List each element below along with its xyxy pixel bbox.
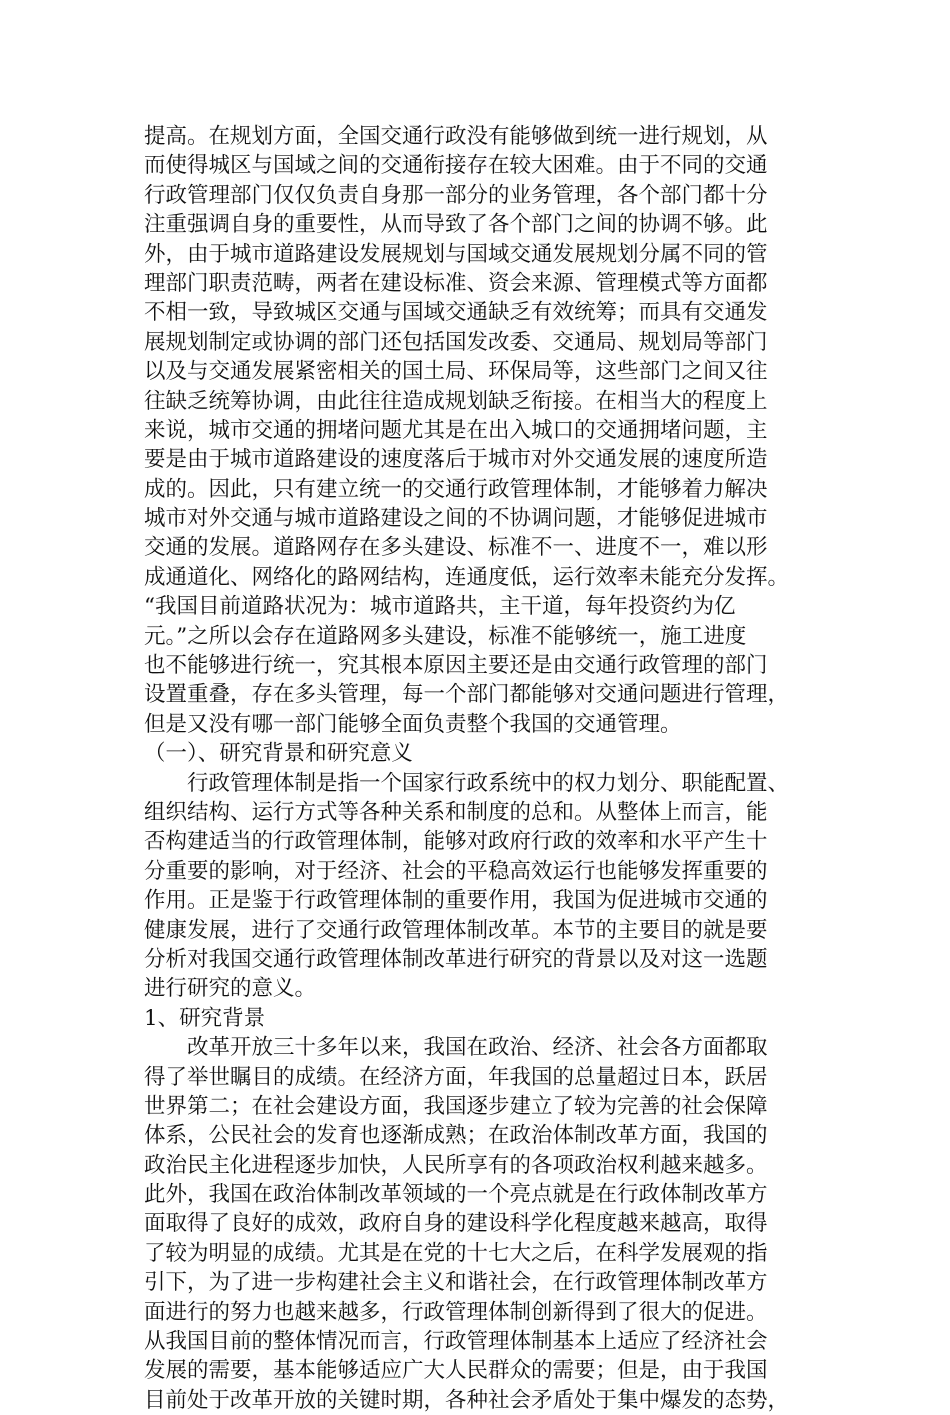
text-line: 进行研究的意义。 [144, 976, 317, 1002]
text-line: 目前处于改革开放的关键时期，各种社会矛盾处于集中爆发的态势， [144, 1387, 790, 1413]
text-line: 展规划制定或协调的部门还包括国发改委、交通局、规划局等部门 [144, 329, 768, 355]
text-line: 注重强调自身的重要性，从而导致了各个部门之间的协调不够。此 [144, 212, 768, 238]
text-line: 而使得城区与国域之间的交通衔接存在较大困难。由于不同的交通 [144, 153, 768, 179]
text-line: 了较为明显的成绩。尤其是在党的十七大之后，在科学发展观的指 [144, 1240, 768, 1266]
text-line: 来说，城市交通的拥堵问题尤其是在出入城口的交通拥堵问题，主 [144, 417, 768, 443]
text-line: 得了举世瞩目的成绩。在经济方面，年我国的总量超过日本，跃居 [144, 1064, 768, 1090]
text-line: 分重要的影响，对于经济、社会的平稳高效运行也能够发挥重要的 [144, 858, 768, 884]
text-line: 成通道化、网络化的路网结构，连通度低，运行效率未能充分发挥。 [144, 564, 790, 590]
text-line: （一）、研究背景和研究意义 [144, 741, 413, 767]
text-line: 要是由于城市道路建设的速度落后于城市对外交通发展的速度所造 [144, 447, 768, 473]
text-line: 以及与交通发展紧密相关的国土局、环保局等，这些部门之间又往 [144, 359, 768, 385]
text-line: 提高。在规划方面，全国交通行政没有能够做到统一进行规划，从 [144, 124, 768, 149]
text-line: 引下，为了进一步构建社会主义和谐社会，在行政管理体制改革方 [144, 1270, 768, 1296]
text-line: 从我国目前的整体情况而言，行政管理体制基本上适应了经济社会 [144, 1329, 768, 1355]
text-line: 也不能够进行统一，究其根本原因主要还是由交通行政管理的部门 [144, 653, 768, 679]
text-line: 行政管理体制是指一个国家行政系统中的权力划分、职能配置、 [187, 770, 790, 796]
text-line: 理部门职责范畴，两者在建设标准、资会来源、管理模式等方面都 [144, 270, 768, 296]
text-line: 政治民主化进程逐步加快，人民所享有的各项政治权利越来越多。 [144, 1152, 768, 1178]
text-line: 体系，公民社会的发育也逐渐成熟；在政治体制改革方面，我国的 [144, 1123, 768, 1149]
text-line: 分析对我国交通行政管理体制改革进行研究的背景以及对这一选题 [144, 946, 768, 972]
text-line: 行政管理部门仅仅负责自身那一部分的业务管理，各个部门都十分 [144, 182, 768, 208]
text-line: 设置重叠，存在多头管理，每一个部门都能够对交通问题进行管理， [144, 682, 790, 708]
text-line: 否构建适当的行政管理体制，能够对政府行政的效率和水平产生十 [144, 829, 768, 855]
text-line: 组织结构、运行方式等各种关系和制度的总和。从整体上而言，能 [144, 799, 768, 825]
text-line: 城市对外交通与城市道路建设之间的不协调问题，才能够促进城市 [144, 506, 768, 532]
text-line: 健康发展，进行了交通行政管理体制改革。本节的主要目的就是要 [144, 917, 768, 943]
text-line: 面进行的努力也越来越多，行政管理体制创新得到了很大的促进。 [144, 1299, 768, 1325]
text-line: 改革开放三十多年以来，我国在政治、经济、社会各方面都取 [187, 1035, 768, 1061]
text-line: “我国目前道路状况为：城市道路共，主干道，每年投资约为亿 [144, 594, 736, 620]
text-line: 1、研究背景 [144, 1005, 266, 1031]
text-line: 此外，我国在政治体制改革领域的一个亮点就是在行政体制改革方 [144, 1182, 768, 1208]
text-line: 发展的需要，基本能够适应广大人民群众的需要；但是，由于我国 [144, 1358, 768, 1384]
text-line: 交通的发展。道路网存在多头建设、标准不一、进度不一，难以形 [144, 535, 768, 561]
text-line: 元。”之所以会存在道路网多头建设，标准不能够统一，施工进度 [144, 623, 747, 649]
text-line: 作用。正是鉴于行政管理体制的重要作用，我国为促进城市交通的 [144, 888, 768, 914]
text-line: 但是又没有哪一部门能够全面负责整个我国的交通管理。 [144, 711, 682, 737]
text-line: 成的。因此，只有建立统一的交通行政管理体制，才能够着力解决 [144, 476, 768, 502]
text-line: 往缺乏统筹协调，由此往往造成规划缺乏衔接。在相当大的程度上 [144, 388, 768, 414]
body-text [144, 122, 844, 1415]
text-line: 面取得了良好的成效，政府自身的建设科学化程度越来越高，取得 [144, 1211, 768, 1237]
text-line: 世界第二；在社会建设方面，我国逐步建立了较为完善的社会保障 [144, 1093, 768, 1119]
text-line: 不相一致，导致城区交通与国域交通缺乏有效统筹；而具有交通发 [144, 300, 768, 326]
text-line: 外，由于城市道路建设发展规划与国域交通发展规划分属不同的管 [144, 241, 768, 267]
